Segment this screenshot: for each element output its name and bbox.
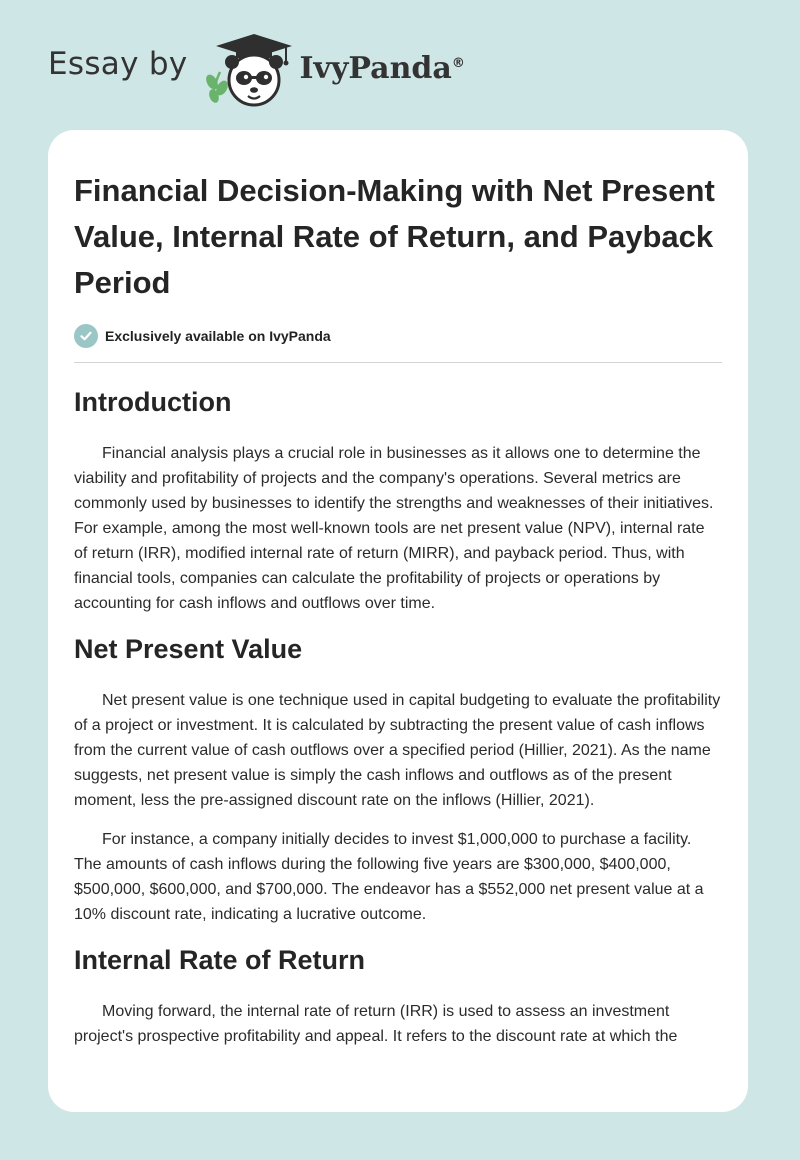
badge-text: Exclusively available on IvyPanda [105,328,331,344]
section-heading: Internal Rate of Return [74,945,366,975]
panda-graduate-icon [202,30,294,110]
section-heading: Introduction [74,387,232,417]
section-internal-rate-of-return [74,943,722,1049]
article-title: Financial Decision-Making with Net Present Value, Internal Rate of Return, and Payback Period [74,173,715,300]
section-introduction [74,385,722,616]
divider [74,362,722,363]
check-circle-icon [74,324,98,348]
paragraph: Moving forward, the internal rate of return (IRR) is used to assess an investment project's prospective profitability and appeal. It refers to the discount rate at which the [74,1003,678,1045]
paragraph: Financial analysis plays a crucial role in businesses as it allows one to determine the viability and profitability of projects and the company's operations. Several metrics are commonly used by businesses to identify the strengths and weaknesses of their initiatives. For example, among the most well-known tools are net present value (NPV), internal rate of return (IRR), modified internal rate of return (MIRR), and payback period. Thus, with financial tools, companies can calculate the profitability of projects or operations by accounting for cash inflows and outflows over time. [74,445,714,612]
section-net-present-value [74,632,722,927]
paragraph: Net present value is one technique used in capital budgeting to evaluate the profitability of a project or investment. It is calculated by subtracting the present value of cash inflows from the current value of cash outflows over a specified period (Hillier, 2021). As the name suggests, net present value is simply the cash inflows and outflows as of the present moment, less the pre-assigned discount rate on the inflows (Hillier, 2021). [74,692,721,809]
paragraph: For instance, a company initially decides to invest $1,000,000 to purchase a facility. The amounts of cash inflows during the following five years are $300,000, $400,000, $500,000, $600,000, and $700,000. The endeavor has a $552,000 net present value at a 10% discount rate, indicating a lucrative outcome. [74,831,704,923]
brand-prefix: Essay by [48,46,188,82]
brand-name: IvyPanda® [299,50,465,86]
exclusive-badge [74,322,722,350]
article-card [48,130,748,1112]
brand-header[interactable] [48,30,465,110]
section-heading: Net Present Value [74,634,303,664]
